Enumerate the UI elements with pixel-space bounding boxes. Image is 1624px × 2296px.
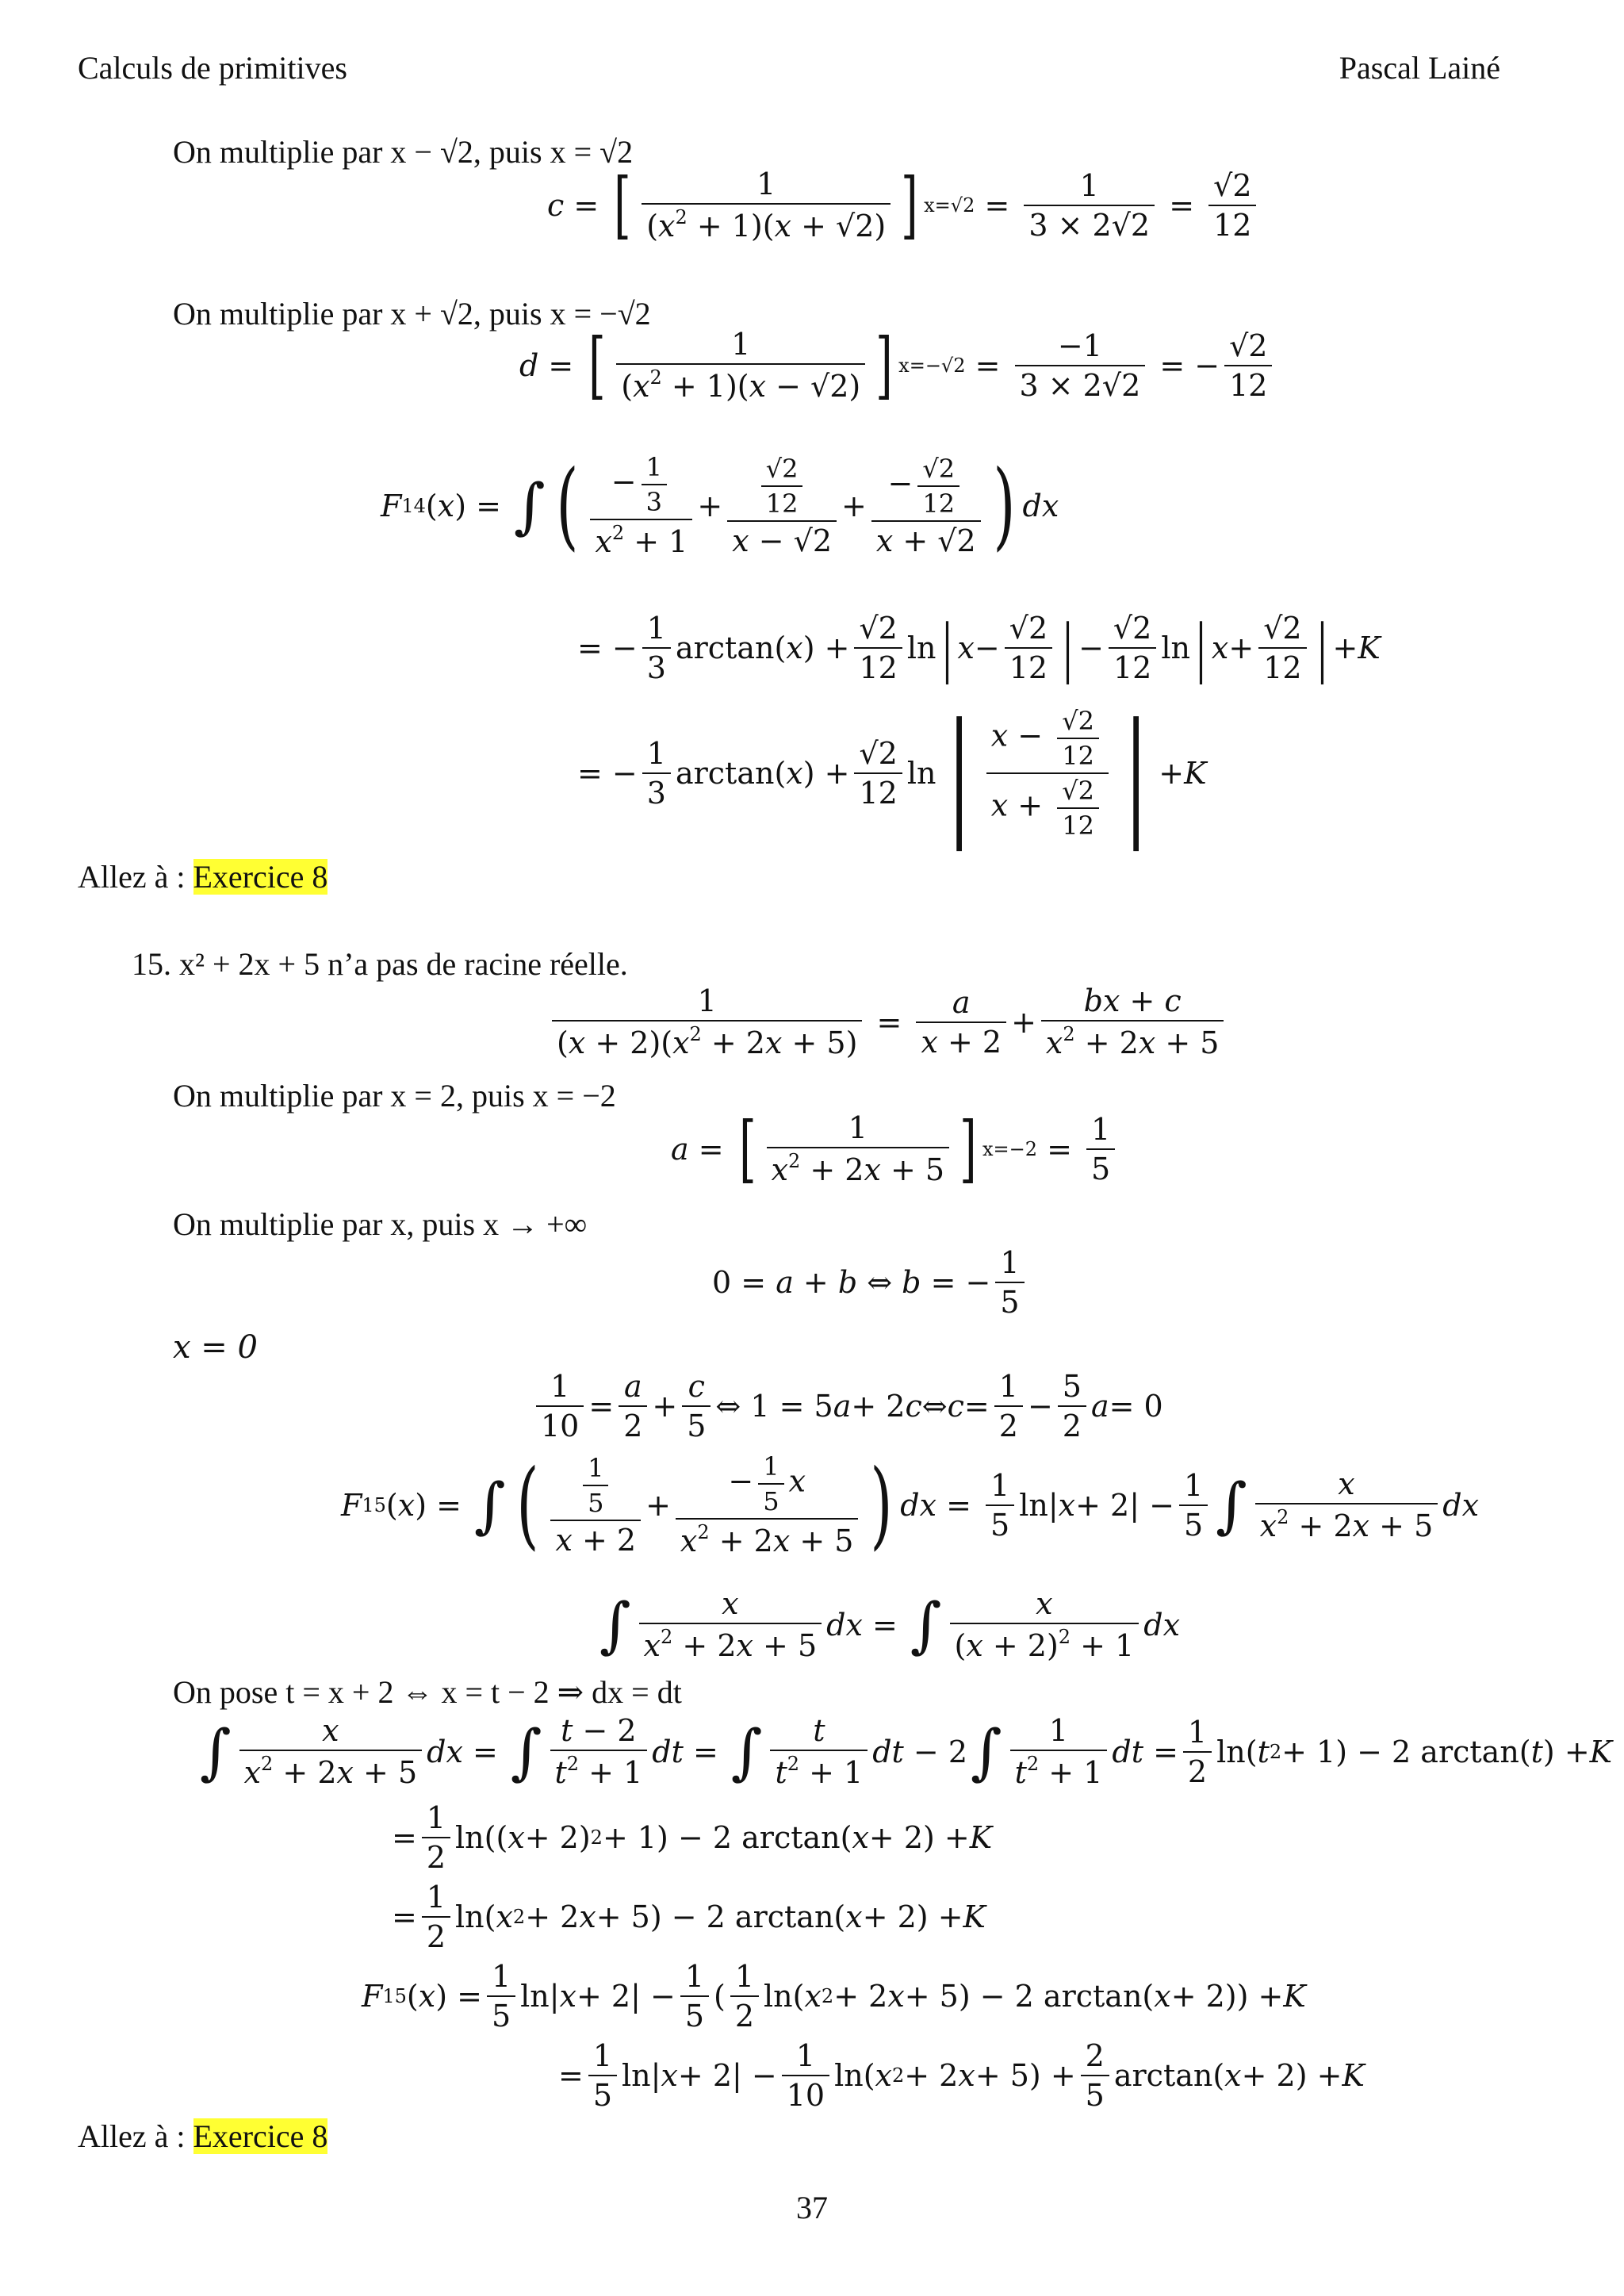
mult-line-3: On multiplie par x = 2, puis x = −2 xyxy=(173,1078,616,1114)
a-equation: a = [ $\frac{1}{x^2 + 2x + 5}$ ] x=−2 = $\frac{1}{5}$ xyxy=(671,1110,1120,1187)
c15-equation: $\frac{1}{10}$ = $\frac{a}{2}$ + $\frac{c}{5}$ ⇔ 1 = 5 a + 2 c ⇔ c = $\frac{1}{2}$ − $\frac{5}{2}$ a = 0 xyxy=(531,1369,1163,1443)
allez-line-1 xyxy=(78,858,327,895)
integral-equality: ∫ $\frac{x}{x^2 + 2x + 5}$ dx = ∫ $\frac{x}{(x + 2)^2 + 1}$ dx xyxy=(599,1586,1181,1663)
c-eval-point: x=√2 xyxy=(924,194,975,217)
page-number: 37 xyxy=(796,2190,828,2225)
mult-line-4: On multiplie par x, puis x → +∞ xyxy=(173,1206,588,1242)
mult-line-2: On multiplie par x + √2, puis x = −√2 xyxy=(173,296,651,332)
decomposition-equation: $\frac{1}{(x + 2)(x^2 + 2x + 5)}$ = $\frac{a}{x + 2}$ + $\frac{bx + c}{x^2 + 2x + 5}$ xyxy=(547,983,1228,1060)
x-zero-line: x = 0 xyxy=(173,1329,258,1366)
allez-prefix-1: Allez à : xyxy=(78,859,193,895)
F14-line-3: = − $\frac{1}{3}$ arctan( x ) + $\frac{√2}{12}$ ln | x − $\frac{√2}{12}$ x + $\frac{√2}{12}$ | + K xyxy=(577,695,1207,852)
exercice-link-2[interactable]: Exercice 8 xyxy=(193,2118,328,2154)
allez-prefix-2: Allez à : xyxy=(78,2118,193,2154)
F15-final-2: = $\frac{1}{5}$ ln| x + 2| − $\frac{1}{10}$ ln( x 2 + 2 x + 5) + $\frac{2}{5}$ arctan( x + 2) + K xyxy=(558,2038,1365,2113)
F14-line-2: = − $\frac{1}{3}$ arctan( x ) + $\frac{√2}{12}$ ln | x − $\frac{√2}{12}$ | − $\frac{√2}{12}$ ln | x + $\frac{√2}{12}$ | + K xyxy=(577,611,1381,685)
mult-line-1: On multiplie par x − √2, puis x = √2 xyxy=(173,134,634,170)
F14-equation: F 14 ( x ) = ∫ ( − $\frac{1}{3}$ $x^2 + 1$ + $\frac{\frac{√2}{12}}{x - √2}$ + − $\frac{√2}{12}$ x + √2 ) dx xyxy=(381,450,1059,561)
substitution-line-3: = $\frac{1}{2}$ ln( x 2 + 2 x + 5) − 2 arctan( x + 2) + K xyxy=(392,1880,986,1954)
c-fraction: $\frac{1}{(x^2 + 1)(x + √2)}$ xyxy=(642,167,891,243)
d-eval-point: x=−√2 xyxy=(898,354,966,377)
substitution-equation: ∫ $\frac{x}{x^2 + 2x + 5}$ dx = ∫ $\frac{t - 2}{t^2 + 1}$ dt = ∫ $\frac{t}{t^2 + 1}$ dt − 2 ∫ $\frac{1}{t^2 + 1}$ dt = $\frac{1}{2}$ ln( t 2 + 1) − 2 arctan( t ) + K xyxy=(200,1713,1613,1790)
b-equation: 0 = a + b ⇔ b = − $\frac{1}{5}$ xyxy=(712,1245,1029,1320)
header-right: Pascal Lainé xyxy=(1339,50,1500,86)
exercice-link-1[interactable]: Exercice 8 xyxy=(193,859,328,895)
allez-line-2 xyxy=(78,2118,327,2155)
c-equation: c = [ $\frac{1}{(x^2 + 1)(x + √2)}$ ] x=√2 = $\frac{1}{3 \times 2√2}$ = $\frac{√2}{12}$ xyxy=(547,167,1262,243)
header-left: Calculs de primitives xyxy=(78,50,347,86)
F15-equation: F 15 ( x ) = ∫ ( $\frac{\frac{1}{5}}{x + 2}$ + − $\frac{1}{5}$ x $x^2 + 2x + 5$ ) dx = $\frac{1}{5}$ ln| x + 2| − $\frac{1}{5}$ ∫ $\frac{x}{x^2 + 2x + 5}$ dx xyxy=(341,1449,1480,1560)
F15-final-1: F 15 ( x ) = $\frac{1}{5}$ ln| x + 2| − $\frac{1}{5}$ ( $\frac{1}{2}$ ln( x 2 + 2 x + 5) − 2 arctan( x + 2)) + K xyxy=(362,1959,1306,2033)
substitution-line-2: = $\frac{1}{2}$ ln(( x + 2) 2 + 1) − 2 arctan( x + 2) + K xyxy=(392,1800,993,1875)
d-equation: d = [ $\frac{1}{(x^2 + 1)(x - √2)}$ ] x=−√2 = $\frac{-1}{3 \times 2√2}$ = − $\frac{√2}{12}$ xyxy=(519,327,1277,404)
substitution-line: On pose t = x + 2 ⇔ x = t − 2 ⇒ dx = dt xyxy=(173,1674,682,1710)
part15-intro: 15. x² + 2x + 5 n’a pas de racine réelle. xyxy=(132,946,628,982)
